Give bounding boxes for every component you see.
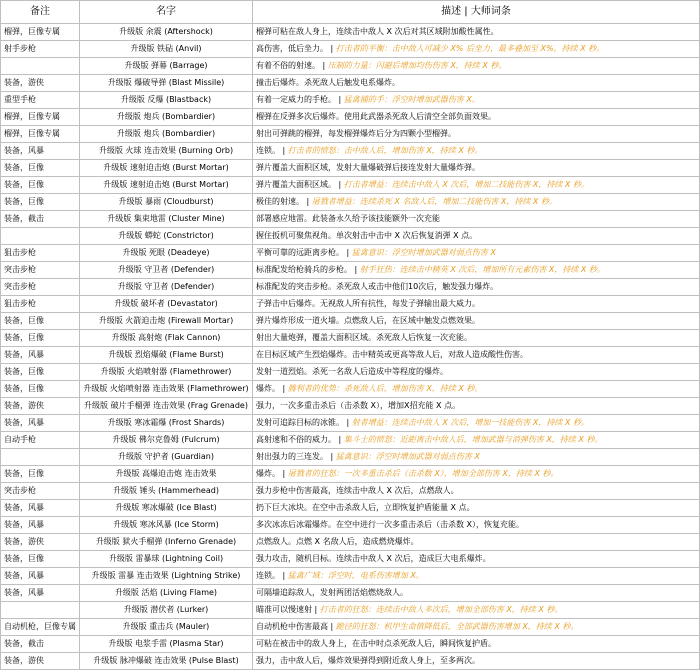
name-cell: 升级版 守卫者 (Defender)	[80, 262, 253, 279]
desc-cell	[253, 398, 700, 415]
desc-text: 射出强力的三连发。	[256, 452, 328, 461]
table-row	[1, 58, 700, 75]
note-cell: 装备，巨像	[1, 381, 80, 398]
desc-cell	[253, 602, 700, 619]
table-row	[1, 330, 700, 347]
note-cell	[1, 449, 80, 466]
desc-text: 撞击后爆炸。杀死敌人后触发电系爆炸。	[256, 78, 400, 87]
name-cell: 升级版 守卫者 (Defender)	[80, 279, 253, 296]
desc-text: 爆炸。	[256, 384, 280, 393]
note-cell: 突击步枪	[1, 279, 80, 296]
desc-text: 多次冰冻后冰霜爆炸。在空中进行一次多重击杀后（击杀数 X），恢复充能。	[256, 520, 525, 529]
header-note: 备注	[1, 1, 80, 24]
note-cell: 装备，巨像	[1, 330, 80, 347]
table-row	[1, 551, 700, 568]
desc-text: 极佳的射速。	[256, 197, 304, 206]
table-row	[1, 449, 700, 466]
desc-text: 弹片覆盖大面积区域，发射大量爆破弹后接连发射大量爆炸弹。	[256, 163, 480, 172]
mastery-text: 打击者的愤怒：击中敌人后，增加伤害 X，持续 X 秒。	[287, 146, 483, 155]
note-cell: 装备，风暴	[1, 143, 80, 160]
name-cell: 升级版 火箭迫击炮 (Firewall Mortar)	[80, 313, 253, 330]
name-cell: 升级版 烈焰爆破 (Flame Burst)	[80, 347, 253, 364]
desc-text: 连锁。	[256, 146, 280, 155]
note-cell: 装备，游侠	[1, 653, 80, 670]
desc-cell	[253, 364, 700, 381]
mastery-text: 猛禽意识：浮空时增加武器对弱点伤害 X	[335, 452, 480, 461]
mastery-text: 腾利者的优势：杀死敌人后，增加伤害 X，持续 X 秒。	[287, 384, 483, 393]
separator: |	[328, 452, 336, 461]
desc-cell	[253, 194, 700, 211]
desc-text: 标准配发给枪骑兵的步枪。	[256, 265, 352, 274]
header-name: 名字	[80, 1, 253, 24]
name-cell: 升级版 活焰 (Living Flame)	[80, 585, 253, 602]
header-desc: 描述 | 大师词条	[253, 1, 700, 24]
desc-text: 标准配发的突击步枪。杀死敌人或击中他们10次后，触发强力爆炸。	[256, 282, 499, 291]
name-cell: 升级版 速射迫击炮 (Burst Mortar)	[80, 177, 253, 194]
desc-text: 可粘在被击中的敌人身上，在击中时点杀死敌人后，瞬间恢复护盾。	[256, 639, 496, 648]
mastery-text: 猛禽捕的手：浮空时增加武器伤害 X。	[343, 95, 480, 104]
table-row	[1, 432, 700, 449]
desc-text: 射出可弹跳的榴弹，每发榴弹爆炸后分为四颗小型榴弹。	[256, 129, 456, 138]
separator: |	[328, 44, 336, 53]
desc-cell	[253, 279, 700, 296]
mastery-text: 压制的力量：闪避后增加均伤伤害 X，持续 X 秒。	[327, 61, 507, 70]
name-cell: 升级版 狱火手榴弹 (Inferno Grenade)	[80, 534, 253, 551]
desc-cell	[253, 75, 700, 92]
note-cell: 装备，风暴	[1, 585, 80, 602]
desc-cell	[253, 483, 700, 500]
name-cell: 升级版 爆破导弹 (Blast Missile)	[80, 75, 253, 92]
name-cell: 升级版 雷暴球 (Lightning Coil)	[80, 551, 253, 568]
desc-cell	[253, 619, 700, 636]
mastery-text: 集斗士的愤怒：近距离击中敌人后，增加武器与消弹伤害 X，持续 X 秒。	[343, 435, 603, 444]
separator: |	[280, 571, 288, 580]
desc-cell	[253, 568, 700, 585]
desc-text: 部署感应地雷。此装备永久给予该技能额外一次充能	[256, 214, 440, 223]
mastery-text: 打击者的狂怒：连续击中敌人多次后，增加全部伤害 X，持续 X 秒。	[319, 605, 563, 614]
name-cell: 升级版 破坏者 (Devastator)	[80, 296, 253, 313]
separator: |	[344, 418, 352, 427]
note-cell: 装备，截击	[1, 211, 80, 228]
table-row	[1, 160, 700, 177]
table-row	[1, 92, 700, 109]
name-cell: 升级版 寒冰风暴 (Ice Storm)	[80, 517, 253, 534]
name-cell: 升级版 潜伏者 (Lurker)	[80, 602, 253, 619]
desc-cell	[253, 313, 700, 330]
note-cell: 装备，巨像	[1, 177, 80, 194]
table-row	[1, 24, 700, 41]
separator: |	[336, 180, 344, 189]
mastery-text: 射手狂热：连续击中精英 X 次后，增加所有元素伤害 X，持续 X 秒。	[359, 265, 605, 274]
desc-cell	[253, 92, 700, 109]
desc-text: 可隔墙追踪敌人，发射两团活焰燃烧敌人。	[256, 588, 408, 597]
name-cell: 升级版 电浆手雷 (Plasma Star)	[80, 636, 253, 653]
name-cell: 升级版 集束地雷 (Cluster Mine)	[80, 211, 253, 228]
desc-cell	[253, 126, 700, 143]
name-cell: 升级版 脉冲爆破 连击效果 (Pulse Blast)	[80, 653, 253, 670]
desc-text: 连锁。	[256, 571, 280, 580]
desc-cell	[253, 24, 700, 41]
name-cell: 升级版 火球 连击效果 (Burning Orb)	[80, 143, 253, 160]
desc-text: 在目标区域产生烈焰爆炸。击中精英或更高等敌人后，对敌人造成酸性伤害。	[256, 350, 528, 359]
separator: |	[280, 469, 288, 478]
name-cell: 升级版 反爆 (Blastback)	[80, 92, 253, 109]
name-cell: 升级版 铁砧 (Anvil)	[80, 41, 253, 58]
desc-text: 发射可追踪目标的冰锥。	[256, 418, 344, 427]
name-cell: 升级版 高爆迫击炮 连击效果	[80, 466, 253, 483]
table-row	[1, 381, 700, 398]
note-cell: 突击步枪	[1, 262, 80, 279]
note-cell: 突击步枪	[1, 483, 80, 500]
table-row	[1, 534, 700, 551]
separator: |	[280, 384, 288, 393]
table-row	[1, 636, 700, 653]
name-cell: 升级版 重击兵 (Mauler)	[80, 619, 253, 636]
desc-cell	[253, 551, 700, 568]
desc-cell	[253, 500, 700, 517]
mastery-text: 屠戮者增益：连续杀死 X 名敌人后，增加二技能伤害 X，持续 X 秒。	[311, 197, 557, 206]
desc-cell	[253, 262, 700, 279]
separator: |	[344, 248, 352, 257]
desc-text: 子弹击中后爆炸。无视敌人所有抗性，每发子弹输出最大威力。	[256, 299, 480, 308]
note-cell: 装备，截击	[1, 636, 80, 653]
desc-cell	[253, 432, 700, 449]
name-cell: 升级版 佛尔克鲁姆 (Fulcrum)	[80, 432, 253, 449]
separator: |	[336, 95, 344, 104]
table-row	[1, 194, 700, 211]
desc-text: 自动机枪中伤害最高	[256, 622, 328, 631]
table-row	[1, 262, 700, 279]
name-cell: 升级版 锤头 (Hammerhead)	[80, 483, 253, 500]
note-cell: 重型手枪	[1, 92, 80, 109]
name-cell: 升级版 火焰喷射器 连击效果 (Flamethrower)	[80, 381, 253, 398]
mastery-text: 打击者增益：连续击中敌人 X 次后，增加二技能伤害 X，持续 X 秒。	[343, 180, 589, 189]
name-cell: 升级版 暴雨 (Cloudburst)	[80, 194, 253, 211]
desc-cell	[253, 415, 700, 432]
note-cell: 自动手枪	[1, 432, 80, 449]
name-cell: 升级版 炮兵 (Bombardier)	[80, 126, 253, 143]
mastery-text: 射者增益：连续击中敌人 X 次后，增加一技能伤害 X，持续 X 秒。	[351, 418, 589, 427]
note-cell: 装备，巨像	[1, 551, 80, 568]
desc-cell	[253, 517, 700, 534]
desc-cell	[253, 449, 700, 466]
separator: |	[280, 146, 288, 155]
note-cell: 装备，风暴	[1, 347, 80, 364]
desc-cell	[253, 160, 700, 177]
table-row	[1, 500, 700, 517]
table-row	[1, 75, 700, 92]
desc-text: 爆炸。	[256, 469, 280, 478]
table-row	[1, 228, 700, 245]
name-cell: 升级版 蟒蛇 (Constrictor)	[80, 228, 253, 245]
table-row	[1, 245, 700, 262]
desc-text: 有着一定威力的手枪。	[256, 95, 336, 104]
table-row	[1, 619, 700, 636]
note-cell: 狙击步枪	[1, 245, 80, 262]
desc-text: 弹片爆炸形成一道火墙。点燃敌人后，在区域中触发点燃效果。	[256, 316, 480, 325]
table-row	[1, 126, 700, 143]
table-row	[1, 568, 700, 585]
desc-text: 射出大量炮弹，覆盖大面积区域。杀死敌人后恢复一次充能。	[256, 333, 472, 342]
desc-text: 握住扳机可聚焦视角。单次射击中击中 X 次后恢复消弹 X 点。	[256, 231, 478, 240]
table-row	[1, 517, 700, 534]
table-row	[1, 296, 700, 313]
desc-cell	[253, 245, 700, 262]
desc-text: 瞄准可以慢速射	[256, 605, 312, 614]
table-row	[1, 398, 700, 415]
desc-cell	[253, 41, 700, 58]
name-cell: 升级版 余震 (Aftershock)	[80, 24, 253, 41]
note-cell: 装备，游侠	[1, 75, 80, 92]
table-row	[1, 109, 700, 126]
table-row	[1, 41, 700, 58]
desc-text: 点燃敌人。点燃 X 名敌人后，造成燃烧爆炸。	[256, 537, 419, 546]
note-cell: 装备，巨像	[1, 313, 80, 330]
table-row	[1, 466, 700, 483]
table-row	[1, 483, 700, 500]
desc-text: 强力，击中敌人后，爆炸效果弹得到附近敌人身上，至多两次。	[256, 656, 480, 665]
table-row	[1, 313, 700, 330]
desc-text: 发射一道烈焰。杀死一名敌人后造成中等程度的爆炸。	[256, 367, 448, 376]
table-row	[1, 279, 700, 296]
note-cell: 自动机枪，巨像专属	[1, 619, 80, 636]
mastery-text: 猛禽意识：浮空时增加武器对弱点伤害 X	[351, 248, 496, 257]
note-cell: 榴弹，巨像专属	[1, 24, 80, 41]
name-cell: 升级版 弹幕 (Barrage)	[80, 58, 253, 75]
desc-cell	[253, 534, 700, 551]
name-cell: 升级版 破片手榴弹 连击效果 (Frag Grenade)	[80, 398, 253, 415]
desc-cell	[253, 653, 700, 670]
desc-cell	[253, 177, 700, 194]
table-row	[1, 602, 700, 619]
mastery-text: 屠戮者的狂怒：一次多重击杀后（击杀数 X），增加全部伤害 X，持续 X 秒。	[287, 469, 559, 478]
note-cell: 射手步枪	[1, 41, 80, 58]
note-cell: 榴弹，巨像专属	[1, 126, 80, 143]
desc-text: 有着不俗的射速。	[256, 61, 320, 70]
note-cell: 狙击步枪	[1, 296, 80, 313]
name-cell: 升级版 寒冰霜爆 (Frost Shards)	[80, 415, 253, 432]
table-row	[1, 653, 700, 670]
desc-text: 扔下巨大冰块。在空中击杀敌人后，立即恢复护盾能量 X 点。	[256, 503, 475, 512]
table-row	[1, 211, 700, 228]
name-cell: 升级版 炮兵 (Bombardier)	[80, 109, 253, 126]
name-cell: 升级版 寒冰爆破 (Ice Blast)	[80, 500, 253, 517]
separator: |	[352, 265, 360, 274]
note-cell: 装备，风暴	[1, 415, 80, 432]
desc-text: 弹片覆盖大面积区域。	[256, 180, 336, 189]
desc-cell	[253, 381, 700, 398]
table-row	[1, 177, 700, 194]
desc-text: 强力，一次多重击杀后（击杀数 X），增加X招充能 X 点。	[256, 401, 461, 410]
name-cell: 升级版 速射迫击炮 (Burst Mortar)	[80, 160, 253, 177]
name-cell: 升级版 雷暴 连击效果 (Lightning Strike)	[80, 568, 253, 585]
desc-cell	[253, 585, 700, 602]
note-cell: 装备，巨像	[1, 194, 80, 211]
desc-cell	[253, 143, 700, 160]
note-cell	[1, 228, 80, 245]
separator: |	[328, 622, 336, 631]
note-cell: 装备，游侠	[1, 398, 80, 415]
note-cell: 装备，巨像	[1, 364, 80, 381]
desc-text: 强力攻击，随机目标。连续击中敌人 X 次后，造成巨大电系爆炸。	[256, 554, 491, 563]
desc-text: 强力步枪中伤害最高，连续击中敌人 X 次后，点燃敌人。	[256, 486, 459, 495]
note-cell: 装备，风暴	[1, 517, 80, 534]
note-cell: 装备，巨像	[1, 466, 80, 483]
table-row	[1, 347, 700, 364]
desc-cell	[253, 347, 700, 364]
desc-text: 榴弹在反弹多次后爆炸。使用此武器杀死敌人后清空全部负面效果。	[256, 112, 496, 121]
separator: |	[336, 435, 344, 444]
name-cell: 升级版 死眼 (Deadeye)	[80, 245, 253, 262]
desc-cell	[253, 58, 700, 75]
table-row	[1, 364, 700, 381]
separator: |	[312, 605, 320, 614]
separator: |	[320, 61, 328, 70]
name-cell: 升级版 高射炮 (Flak Cannon)	[80, 330, 253, 347]
note-cell	[1, 58, 80, 75]
table-row	[1, 415, 700, 432]
mastery-text: 打击者的平衡：击中敌人可减少 X% 后坐力，最多叠加至 X%，持续 X 秒。	[335, 44, 605, 53]
desc-text: 榴弹可粘在敌人身上，连续击中敌人 X 次后对其区域附加酸性属性。	[256, 27, 499, 36]
desc-cell	[253, 466, 700, 483]
desc-cell	[253, 228, 700, 245]
note-cell: 装备，风暴	[1, 568, 80, 585]
note-cell: 榴弹，巨像专属	[1, 109, 80, 126]
note-cell	[1, 602, 80, 619]
note-cell: 装备，游侠	[1, 534, 80, 551]
table-row	[1, 585, 700, 602]
desc-text: 平衡可靠的远距离步枪。	[256, 248, 344, 257]
desc-text: 高射速和不俗的威力。	[256, 435, 336, 444]
separator: |	[304, 197, 312, 206]
note-cell: 装备，巨像	[1, 160, 80, 177]
header-row	[1, 1, 700, 24]
name-cell: 升级版 火焰喷射器 (Flamethrower)	[80, 364, 253, 381]
desc-cell	[253, 109, 700, 126]
desc-cell	[253, 330, 700, 347]
table-row	[1, 143, 700, 160]
desc-cell	[253, 636, 700, 653]
name-cell: 升级版 守护者 (Guardian)	[80, 449, 253, 466]
desc-text: 高伤害，低后坐力。	[256, 44, 328, 53]
desc-cell	[253, 211, 700, 228]
note-cell: 装备，风暴	[1, 500, 80, 517]
mastery-text: 跪径的狂怒：机甲生命值降低后，全部武器伤害增加 X，持续 X 秒。	[335, 622, 579, 631]
desc-cell	[253, 296, 700, 313]
mastery-text: 猛禽广域：浮空时，电系伤害增加 X。	[287, 571, 424, 580]
